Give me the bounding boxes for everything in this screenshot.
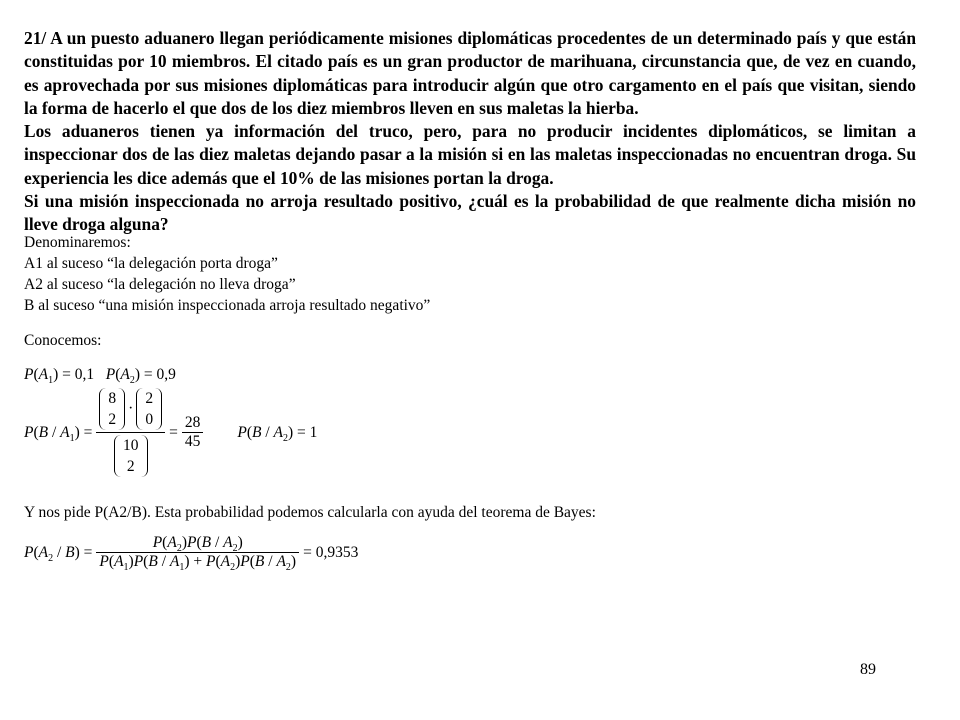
page-number: 89 <box>860 661 876 678</box>
binomial-2-0: 2 0 <box>136 388 162 430</box>
bayes-intro: Y nos pide P(A2/B). Esta probabilidad podemos calcularla con ayuda del teorema de Bayes: <box>24 504 596 521</box>
bayes-fraction: $\frac{P(A_2)P(B / A_2)}{P(A_1)P(B / A_1) + P(A_2)P(B / A_2)}$ <box>96 534 299 571</box>
definitions-intro: Denominaremos: <box>24 234 131 251</box>
bayes-result: 0,9353 <box>315 543 359 561</box>
binomial-10-2: 10 2 <box>114 435 148 477</box>
definition-a1: A1 al suceso “la delegación porta droga” <box>24 255 278 272</box>
p-b-given-a2-value: 1 <box>309 423 318 441</box>
formula-bayes: $P(A_2 / B)$ = $\frac{P(A_2)P(B / A_2)}{P(A_1)P(B / A_1) + P(A_2)P(B / A_2)}$ = 0,9353 <box>24 534 359 573</box>
p-a2-value: 0,9 <box>156 366 176 383</box>
known-intro: Conocemos: <box>24 332 102 349</box>
binomial-8-2: 8 2 <box>99 388 125 430</box>
formula-prior-probabilities: $P(A_1) = 0,1$ $P(A_2) = 0,9$ <box>24 366 176 386</box>
definitions <box>24 232 430 316</box>
hypergeometric-fraction: 8 2 · 2 0 10 2 <box>96 388 165 477</box>
p-a1-value: 0,1 <box>74 366 95 383</box>
problem-paragraph-1: 21/ A un puesto aduanero llegan periódicamente misiones diplomáticas procedentes de un determinado país y que están constituidas por 10 miembros. El citado país es un gran productor de marihuana, circunstancia que, de vez en cuando, es aprovechada por sus misiones diplomáticas para introducir algún que otro cargamento en el país que visitan, siendo la forma de hacerlo el que dos de los diez miembros lleven en sus maletas la hierba. <box>24 28 916 118</box>
formula-conditional-probabilities: $P(B / A_1)$ = 8 2 · 2 0 10 2 = $\frac{28}{45}$ $P(B / A_2) = 1$ <box>24 390 318 475</box>
problem-statement <box>24 27 916 237</box>
result-fraction: $\frac{28}{45}$ <box>182 414 204 451</box>
problem-paragraph-2: Los aduaneros tienen ya información del truco, pero, para no producir incidentes diplomáticos, se limitan a inspeccionar dos de las diez maletas dejando pasar a la misión si en las maletas inspeccionadas no encuentran droga. Su experiencia les dice además que el 10% de las misiones portan la droga. <box>24 121 916 188</box>
definition-a2: A2 al suceso “la delegación no lleva droga” <box>24 276 296 293</box>
problem-paragraph-3: Si una misión inspeccionada no arroja resultado positivo, ¿cuál es la probabilidad de que realmente dicha misión no lleve droga alguna? <box>24 191 916 235</box>
definition-b: B al suceso “una misión inspeccionada arroja resultado negativo” <box>24 297 431 314</box>
